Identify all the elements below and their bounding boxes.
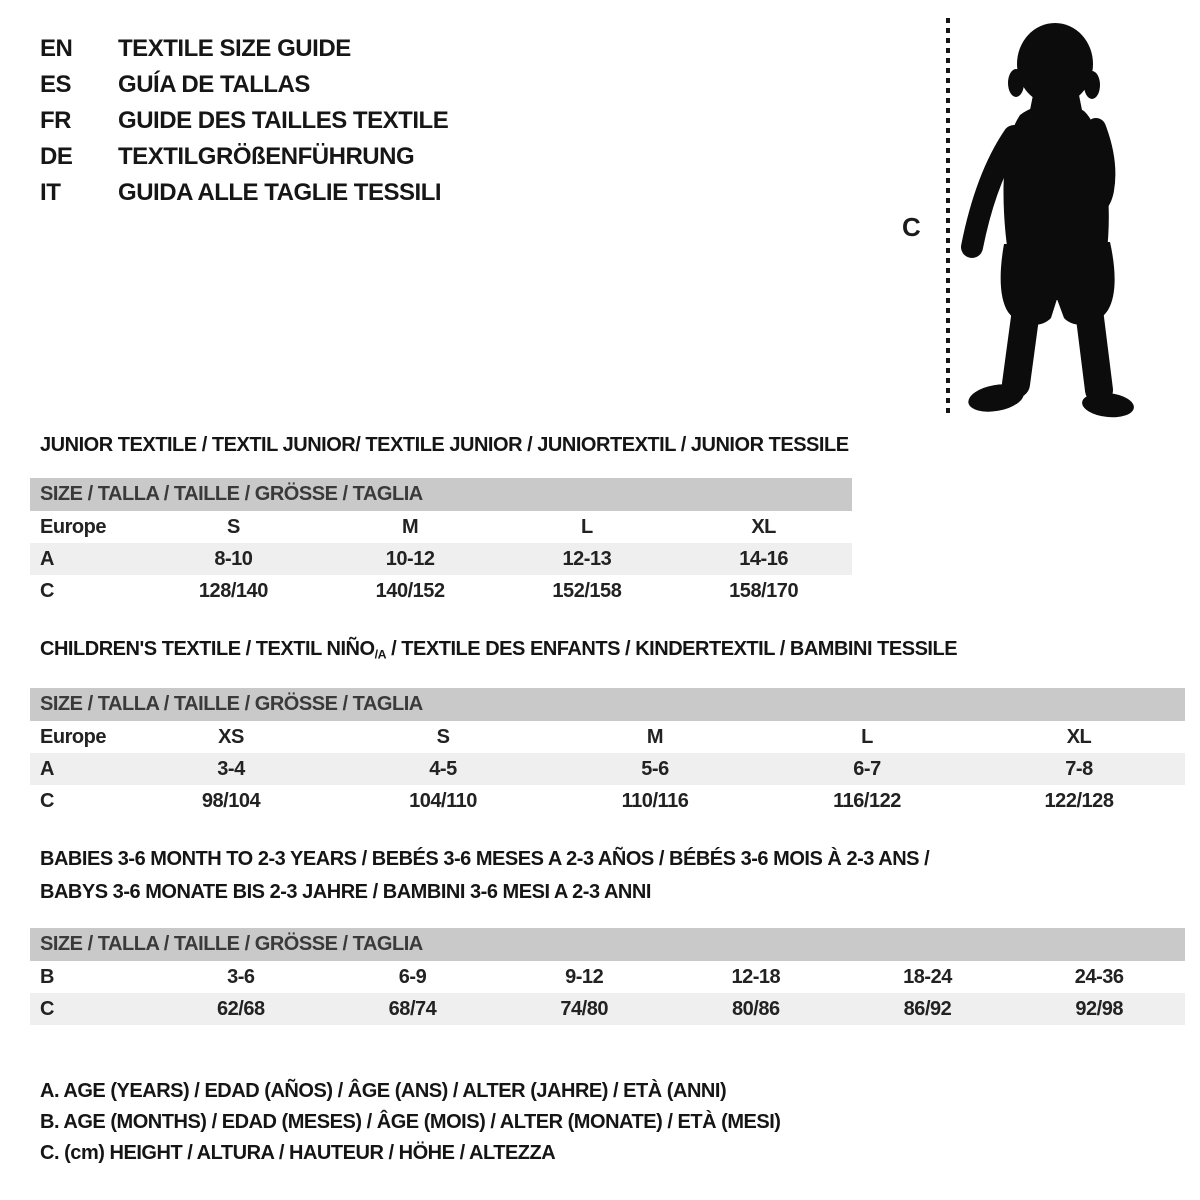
height-cell: 128/140 xyxy=(198,580,268,602)
height-measure-label: C xyxy=(902,212,921,242)
row-label: C xyxy=(40,790,54,812)
children-title-part: / TEXTILE DES ENFANTS / KINDERTEXTIL / BAMBINI TESSILE xyxy=(386,638,958,660)
height-cell: 80/86 xyxy=(732,998,780,1020)
table-row-height xyxy=(30,785,1185,817)
legend-line-a: A. AGE (YEARS) / EDAD (AÑOS) / ÂGE (ANS) / ALTER (JAHRE) / ETÀ (ANNI) xyxy=(40,1080,727,1102)
guide-title: GUÍA DE TALLAS xyxy=(118,71,310,98)
size-cell: S xyxy=(436,726,450,748)
language-code: EN xyxy=(40,35,73,62)
months-cell: 9-12 xyxy=(565,966,604,988)
months-cell: 3-6 xyxy=(227,966,255,988)
babies-title-line2: BABYS 3-6 MONATE BIS 2-3 JAHRE / BAMBINI 3-6 MESI A 2-3 ANNI xyxy=(40,881,651,903)
table-row-height xyxy=(30,575,852,607)
guide-title: TEXTILGRÖßENFÜHRUNG xyxy=(118,143,415,170)
age-cell: 6-7 xyxy=(853,758,881,780)
months-cell: 12-18 xyxy=(731,966,781,988)
height-cell: 110/116 xyxy=(621,790,689,812)
language-code: FR xyxy=(40,107,72,134)
legend-line-b: B. AGE (MONTHS) / EDAD (MESES) / ÂGE (MOIS) / ALTER (MONATE) / ETÀ (MESI) xyxy=(40,1111,781,1133)
age-cell: 14-16 xyxy=(739,548,788,570)
table-row-age xyxy=(30,753,1185,785)
legend-block xyxy=(40,1076,781,1169)
children-size-table xyxy=(30,688,1185,817)
months-cell: 6-9 xyxy=(398,966,427,988)
height-cell: 92/98 xyxy=(1075,998,1123,1020)
age-cell: 7-8 xyxy=(1065,758,1093,780)
row-label: C xyxy=(40,998,54,1020)
size-cell: M xyxy=(402,516,419,538)
guide-title: TEXTILE SIZE GUIDE xyxy=(118,35,351,62)
age-cell: 10-12 xyxy=(385,548,435,570)
height-cell: 140/152 xyxy=(375,580,445,602)
row-label: Europe xyxy=(40,726,107,748)
height-cell: 98/104 xyxy=(201,790,261,812)
height-cell: 116/122 xyxy=(833,790,901,812)
language-row-it xyxy=(40,175,448,211)
age-cell: 5-6 xyxy=(641,758,669,780)
height-cell: 74/80 xyxy=(560,998,608,1020)
junior-section-title: JUNIOR TEXTILE / TEXTIL JUNIOR/ TEXTILE JUNIOR / JUNIORTEXTIL / JUNIOR TESSILE xyxy=(40,434,849,456)
size-header-bar: SIZE / TALLA / TAILLE / GRÖSSE / TAGLIA xyxy=(30,478,852,511)
guide-title: GUIDE DES TAILLES TEXTILE xyxy=(118,107,449,134)
children-title-part: CHILDREN'S TEXTILE / TEXTIL NIÑO xyxy=(40,638,375,660)
age-cell: 8-10 xyxy=(214,548,253,570)
row-label: C xyxy=(40,580,54,602)
size-header-bar: SIZE / TALLA / TAILLE / GRÖSSE / TAGLIA xyxy=(30,928,1185,961)
age-cell: 12-13 xyxy=(562,548,612,570)
legend-line-c: C. (cm) HEIGHT / ALTURA / HAUTEUR / HÖHE / ALTEZZA xyxy=(40,1142,556,1164)
size-cell: S xyxy=(226,516,240,538)
size-cell: XS xyxy=(218,726,244,748)
height-cell: 62/68 xyxy=(217,998,265,1020)
height-measure-dashed-line xyxy=(946,18,950,415)
table-row-europe xyxy=(30,721,1185,753)
language-code: ES xyxy=(40,71,72,98)
size-cell: M xyxy=(646,726,664,748)
language-row-de xyxy=(40,139,448,175)
junior-size-table xyxy=(30,478,852,607)
children-title-subscript: /A xyxy=(374,647,387,662)
row-label: Europe xyxy=(40,516,107,538)
size-cell: L xyxy=(861,726,873,748)
language-code: DE xyxy=(40,143,73,170)
row-label: A xyxy=(40,758,54,780)
guide-title: GUIDA ALLE TAGLIE TESSILI xyxy=(118,179,442,206)
language-title-block xyxy=(40,31,448,211)
size-cell: XL xyxy=(1066,726,1092,748)
height-cell: 68/74 xyxy=(388,998,437,1020)
size-header-bar: SIZE / TALLA / TAILLE / GRÖSSE / TAGLIA xyxy=(30,688,1185,721)
table-row-age xyxy=(30,543,852,575)
toddler-silhouette-icon xyxy=(956,12,1160,422)
row-label: B xyxy=(40,966,54,988)
row-label: A xyxy=(40,548,54,570)
language-row-es xyxy=(40,67,448,103)
height-cell: 158/170 xyxy=(729,580,799,602)
size-cell: XL xyxy=(751,516,776,538)
height-cell: 104/110 xyxy=(409,790,477,812)
age-cell: 4-5 xyxy=(429,758,457,780)
table-row-height xyxy=(30,993,1185,1025)
babies-title-line1: BABIES 3-6 MONTH TO 2-3 YEARS / BEBÉS 3-6 MESES A 2-3 AÑOS / BÉBÉS 3-6 MOIS À 2-3 ANS / xyxy=(40,848,930,870)
height-cell: 152/158 xyxy=(552,580,622,602)
babies-section-title xyxy=(40,843,1000,909)
height-cell: 86/92 xyxy=(903,998,952,1020)
age-cell: 3-4 xyxy=(217,758,245,780)
table-row-europe xyxy=(30,511,852,543)
language-row-fr xyxy=(40,103,448,139)
language-row-en xyxy=(40,31,448,67)
table-row-months xyxy=(30,961,1185,993)
language-code: IT xyxy=(40,179,61,206)
height-cell: 122/128 xyxy=(1044,790,1114,812)
babies-size-table xyxy=(30,928,1185,1025)
months-cell: 24-36 xyxy=(1074,966,1124,988)
months-cell: 18-24 xyxy=(903,966,952,988)
children-section-title xyxy=(40,638,957,661)
size-cell: L xyxy=(581,516,593,538)
